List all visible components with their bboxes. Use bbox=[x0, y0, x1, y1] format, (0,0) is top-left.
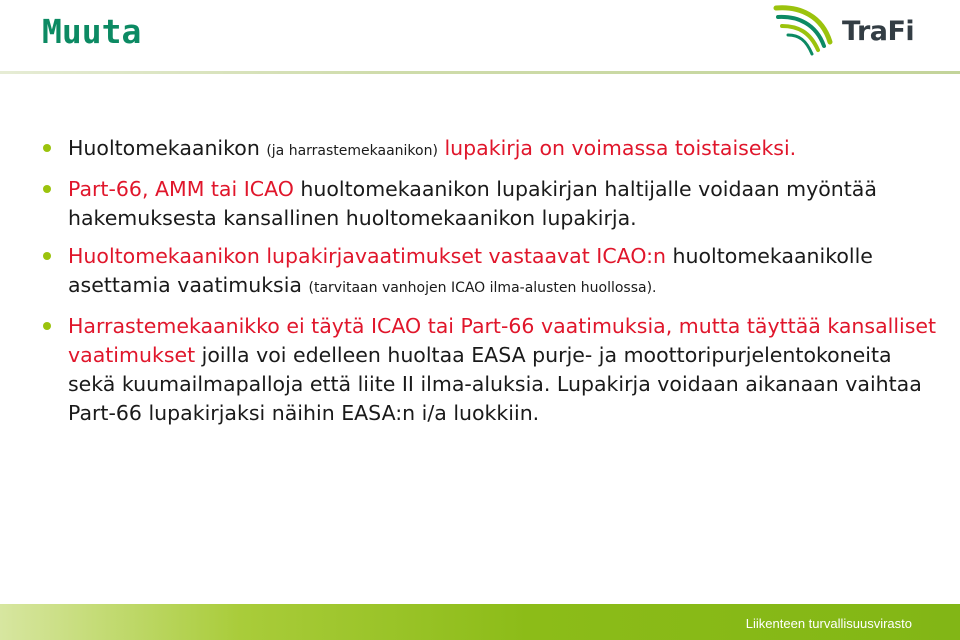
bullet-dot-icon bbox=[43, 322, 51, 330]
header-divider bbox=[0, 71, 960, 74]
bullet-3-text-c: (tarvitaan vanhojen ICAO ilma-alusten huollossa). bbox=[308, 280, 657, 296]
bullet-item-3 bbox=[42, 242, 942, 303]
bullet-list bbox=[42, 134, 942, 437]
bullet-2-text-a: Part-66, AMM tai ICAO bbox=[68, 177, 294, 201]
bullet-item-1 bbox=[42, 134, 942, 166]
bullet-2-text-b: huoltomekaanikon lupakirjan haltijalle voidaan myöntää hakemuksesta kansallinen huoltomekaanikon lupakirja. bbox=[68, 177, 877, 230]
bullet-item-4 bbox=[42, 312, 942, 428]
bullet-item-2 bbox=[42, 175, 942, 233]
trafi-swoosh-icon bbox=[772, 2, 842, 64]
trafi-logo bbox=[772, 2, 952, 64]
bullet-4-text-a: Harrastemekaanikko ei täytä ICAO tai Part-66 vaatimuksia, mutta täyttää kansalliset vaatimukset bbox=[68, 314, 937, 367]
bullet-1-text-b: (ja harrastemekaanikon) bbox=[266, 143, 438, 159]
bullet-1-text-c: lupakirja on voimassa toistaiseksi. bbox=[437, 136, 797, 160]
logo-text: TraFi bbox=[842, 16, 915, 47]
bullet-3-text-b: huoltomekaanikolle asettamia vaatimuksia bbox=[68, 244, 873, 297]
footer-bar bbox=[0, 604, 960, 640]
bullet-4-text-b: joilla voi edelleen huoltaa EASA purje- ja moottoripurjelentokoneita sekä kuumailmapalloja että liite II ilma-aluksia. Lupakirja voidaan aikanaan vaihtaa Part-66 lupakirjaksi näihin EASA:n i/a luokkiin. bbox=[68, 343, 922, 425]
page-title: Muuta bbox=[42, 12, 142, 51]
bullet-1-text-a: Huoltomekaanikon bbox=[68, 136, 267, 160]
bullet-dot-icon bbox=[43, 185, 51, 193]
bullet-3-text-a: Huoltomekaanikon lupakirjavaatimukset vastaavat ICAO:n bbox=[68, 244, 666, 268]
bullet-dot-icon bbox=[43, 252, 51, 260]
bullet-dot-icon bbox=[43, 144, 51, 152]
footer-agency-name: Liikenteen turvallisuusvirasto bbox=[745, 616, 912, 631]
